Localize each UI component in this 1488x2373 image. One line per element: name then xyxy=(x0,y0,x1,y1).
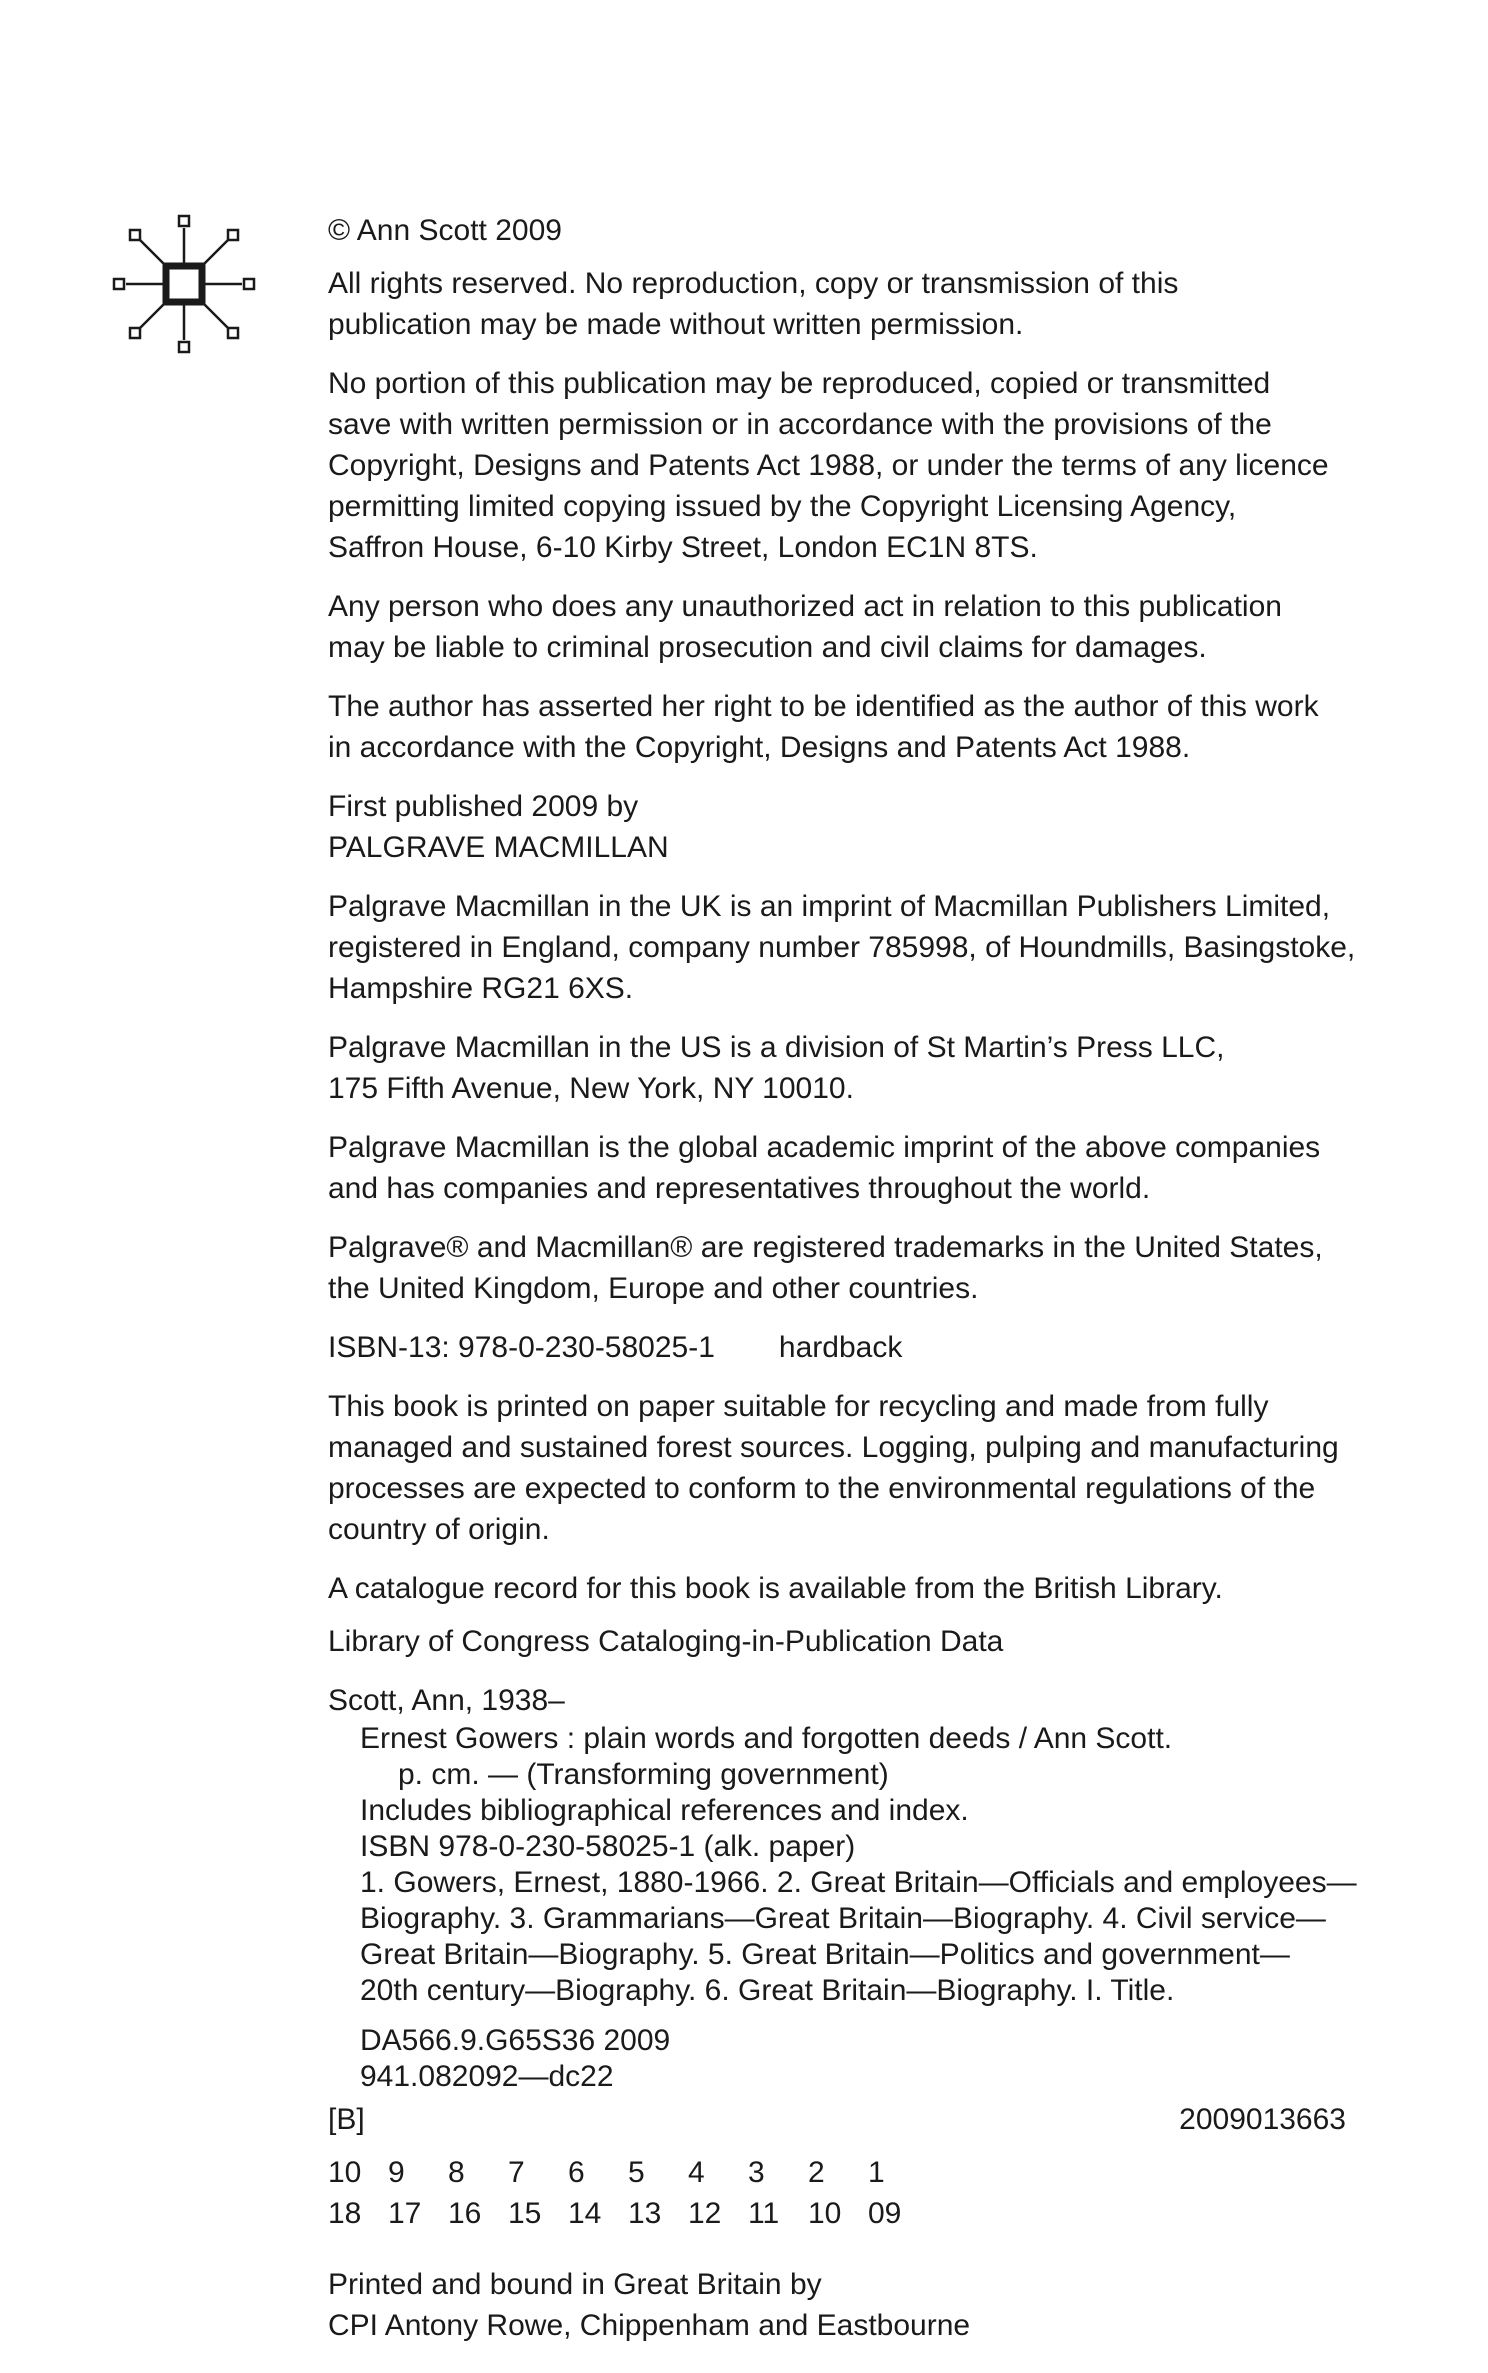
trademarks-line: the United Kingdom, Europe and other countries. xyxy=(328,1272,979,1305)
us-division-line: 175 Fifth Avenue, New York, NY 10010. xyxy=(328,1072,854,1105)
uk-imprint-line: Hampshire RG21 6XS. xyxy=(328,972,634,1005)
printer-line: Printed and bound in Great Britain by xyxy=(328,2268,822,2301)
copyright-page xyxy=(328,210,1358,2364)
print-number: 7 xyxy=(508,2156,525,2189)
print-number: 6 xyxy=(568,2156,585,2189)
binding-row xyxy=(328,2099,1358,2140)
cip-notes: Includes bibliographical references and index. xyxy=(360,1794,969,1827)
asserted-line: The author has asserted her right to be identified as the author of this work xyxy=(328,690,1319,723)
print-number: 9 xyxy=(388,2156,405,2189)
year-number: 11 xyxy=(748,2197,780,2230)
cip-series: p. cm. — (Transforming government) xyxy=(398,1758,889,1791)
year-number: 15 xyxy=(508,2197,542,2230)
uk-imprint-paragraph xyxy=(328,886,1358,1009)
year-number: 16 xyxy=(448,2197,482,2230)
rights-paragraph xyxy=(328,263,1358,345)
publisher-name: PALGRAVE MACMILLAN xyxy=(328,831,669,864)
print-number: 4 xyxy=(688,2156,705,2189)
year-line xyxy=(328,2193,1358,2234)
cip-subject-line: Great Britain—Biography. 5. Great Britain—Politics and government— xyxy=(360,1938,1290,1971)
asserted-paragraph xyxy=(328,686,1358,768)
printer-paragraph xyxy=(328,2264,1358,2346)
paper-line: managed and sustained forest sources. Logging, pulping and manufacturing xyxy=(328,1431,1339,1464)
loc-heading xyxy=(328,1621,1358,1662)
year-number: 12 xyxy=(688,2197,722,2230)
trademarks-line: Palgrave® and Macmillan® are registered trademarks in the United States, xyxy=(328,1231,1323,1264)
catalogue-paragraph xyxy=(328,1568,1358,1609)
printing-number-block xyxy=(328,2152,1358,2234)
print-line xyxy=(328,2152,1358,2193)
global-imprint-paragraph xyxy=(328,1127,1358,1209)
isbn-row xyxy=(328,1327,1358,1368)
print-number: 10 xyxy=(328,2156,362,2189)
lccn-number: 2009013663 xyxy=(1179,2103,1346,2136)
isbn-number: ISBN-13: 978-0-230-58025-1 xyxy=(328,1331,715,1364)
cip-author xyxy=(328,1680,1358,1721)
cip-subject-line: 20th century—Biography. 6. Great Britain—Biography. I. Title. xyxy=(360,1974,1175,2007)
portion-line: Copyright, Designs and Patents Act 1988, or under the terms of any licence xyxy=(328,449,1329,482)
cip-subject-line: Biography. 3. Grammarians—Great Britain—Biography. 4. Civil service— xyxy=(360,1902,1326,1935)
global-imprint-line: Palgrave Macmillan is the global academic imprint of the above companies xyxy=(328,1131,1321,1164)
year-number: 18 xyxy=(328,2197,362,2230)
year-number: 17 xyxy=(388,2197,422,2230)
print-number: 1 xyxy=(868,2156,885,2189)
binding-code: [B] xyxy=(328,2103,365,2136)
year-number: 09 xyxy=(868,2197,902,2230)
cip-title: Ernest Gowers : plain words and forgotten deeds / Ann Scott. xyxy=(360,1722,1173,1755)
paper-line: This book is printed on paper suitable for recycling and made from fully xyxy=(328,1390,1269,1423)
dewey-classification: 941.082092—dc22 xyxy=(360,2060,614,2093)
cip-isbn: ISBN 978-0-230-58025-1 (alk. paper) xyxy=(360,1830,856,1863)
print-number: 5 xyxy=(628,2156,645,2189)
uk-imprint-line: Palgrave Macmillan in the UK is an imprint of Macmillan Publishers Limited, xyxy=(328,890,1331,923)
year-number: 13 xyxy=(628,2197,662,2230)
classification-block xyxy=(328,2023,1358,2095)
unauthorized-line: may be liable to criminal prosecution and civil claims for damages. xyxy=(328,631,1207,664)
catalogue-line: A catalogue record for this book is available from the British Library. xyxy=(328,1572,1223,1605)
first-published-paragraph xyxy=(328,786,1358,868)
unauthorized-paragraph xyxy=(328,586,1358,668)
global-imprint-line: and has companies and representatives throughout the world. xyxy=(328,1172,1151,1205)
paper-line: country of origin. xyxy=(328,1513,550,1546)
first-published-line: First published 2009 by xyxy=(328,790,639,823)
portion-line: permitting limited copying issued by the Copyright Licensing Agency, xyxy=(328,490,1237,523)
portion-line: save with written permission or in accordance with the provisions of the xyxy=(328,408,1272,441)
copyright-line: © Ann Scott 2009 xyxy=(328,214,562,247)
cip-entry xyxy=(328,1721,1358,2009)
publisher-logo-icon xyxy=(108,210,260,358)
year-number: 14 xyxy=(568,2197,602,2230)
printer-line: CPI Antony Rowe, Chippenham and Eastbourne xyxy=(328,2309,971,2342)
paper-line: processes are expected to conform to the environmental regulations of the xyxy=(328,1472,1316,1505)
portion-line: No portion of this publication may be reproduced, copied or transmitted xyxy=(328,367,1271,400)
unauthorized-line: Any person who does any unauthorized act in relation to this publication xyxy=(328,590,1282,623)
isbn-format: hardback xyxy=(778,1331,903,1364)
paper-paragraph xyxy=(328,1386,1358,1550)
trademarks-paragraph xyxy=(328,1227,1358,1309)
copyright-notice xyxy=(328,210,1358,251)
uk-imprint-line: registered in England, company number 785998, of Houndmills, Basingstoke, xyxy=(328,931,1356,964)
cip-subject-line: 1. Gowers, Ernest, 1880-1966. 2. Great Britain—Officials and employees— xyxy=(360,1866,1357,1899)
year-number: 10 xyxy=(808,2197,842,2230)
asserted-line: in accordance with the Copyright, Designs and Patents Act 1988. xyxy=(328,731,1191,764)
lc-classification: DA566.9.G65S36 2009 xyxy=(360,2024,671,2057)
rights-line: All rights reserved. No reproduction, copy or transmission of this xyxy=(328,267,1179,300)
loc-heading-line: Library of Congress Cataloging-in-Publication Data xyxy=(328,1625,1004,1658)
print-number: 8 xyxy=(448,2156,465,2189)
print-number: 2 xyxy=(808,2156,825,2189)
portion-line: Saffron House, 6-10 Kirby Street, London EC1N 8TS. xyxy=(328,531,1038,564)
rights-line: publication may be made without written permission. xyxy=(328,308,1024,341)
cip-author-line: Scott, Ann, 1938– xyxy=(328,1684,565,1717)
us-division-paragraph xyxy=(328,1027,1358,1109)
portion-paragraph xyxy=(328,363,1358,568)
us-division-line: Palgrave Macmillan in the US is a division of St Martin’s Press LLC, xyxy=(328,1031,1225,1064)
print-number: 3 xyxy=(748,2156,765,2189)
